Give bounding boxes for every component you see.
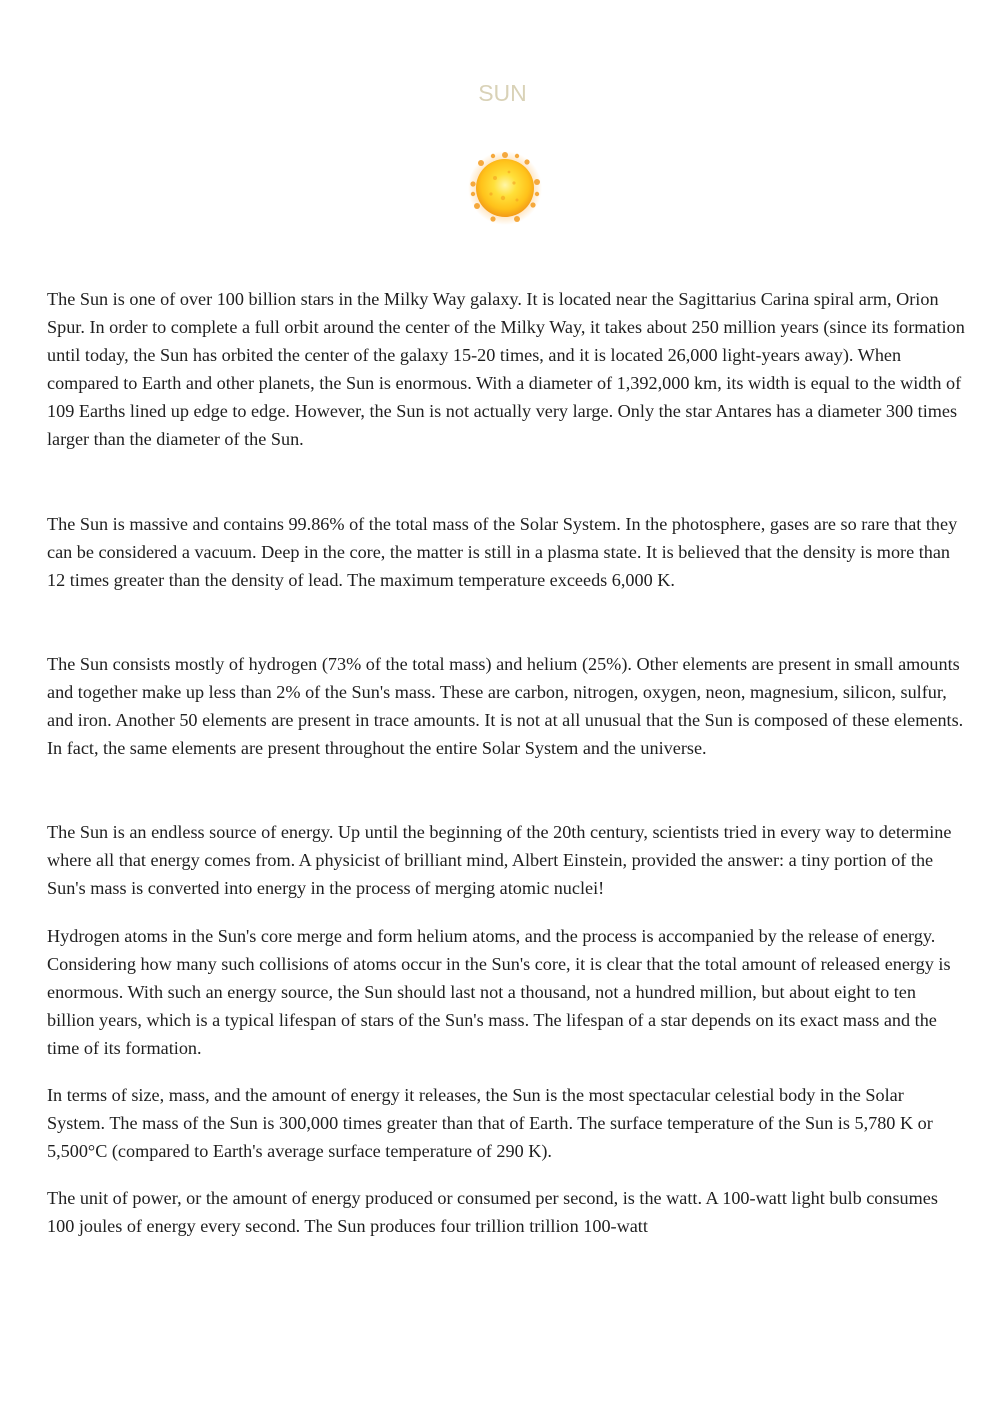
paragraph-4: The Sun is an endless source of energy. Up until the beginning of the 20th century, scientists tried in every way to determine where all that energy comes from. A physicist of brilliant mind, Albert Einstein, provided the answer: a tiny portion of the Sun's mass is converted into energy in the process of merging atomic nuclei! — [47, 822, 952, 899]
paragraph-7: The unit of power, or the amount of energy produced or consumed per second, is the watt. A 100-watt light bulb consumes 100 joules of energy every second. The Sun produces four trillion trillion 100-watt — [47, 1188, 938, 1237]
page-title: SUN — [478, 80, 527, 106]
sun-icon — [467, 150, 543, 226]
paragraph-5: Hydrogen atoms in the Sun's core merge and form helium atoms, and the process is accompanied by the release of energy. Considering how many such collisions of atoms occur in the Sun's core, it is clear that the total amount of released energy is enormous. With such an energy source, the Sun should last not a thousand, not a hundred million, but about eight to ten billion years, which is a typical lifespan of stars of the Sun's mass. The lifespan of a star depends on its exact mass and the time of its formation. — [47, 925, 951, 1058]
sun-illustration — [467, 150, 543, 226]
paragraph-3: The Sun consists mostly of hydrogen (73% of the total mass) and helium (25%). Other elements are present in small amounts and together make up less than 2% of the Sun's mass. These are carbon, nitrogen, oxygen, neon, magnesium, silicon, sulfur, and iron. Another 50 elements are present in trace amounts. It is not at all unusual that the Sun is composed of these elements. In fact, the same elements are present throughout the entire Solar System and the universe. — [47, 653, 964, 759]
article-body — [47, 285, 965, 1240]
paragraph-6: In terms of size, mass, and the amount of energy it releases, the Sun is the most spectacular celestial body in the Solar System. The mass of the Sun is 300,000 times greater than that of Earth. The surface temperature of the Sun is 5,780 K or 5,500°C (compared to Earth's average surface temperature of 290 K). — [47, 1084, 933, 1162]
paragraph-1: The Sun is one of over 100 billion stars in the Milky Way galaxy. It is located near the Sagittarius Carina spiral arm, Orion Spur. In order to complete a full orbit around the center of the Milky Way, it takes about 250 million years (since its formation until today, the Sun has orbited the center of the galaxy 15-20 times, and it is located 26,000 light-years away). When compared to Earth and other planets, the Sun is enormous. With a diameter of 1,392,000 km, its width is equal to the width of 109 Earths lined up edge to edge. However, the Sun is not actually very large. Only the star Antares has a diameter 300 times larger than the diameter of the Sun. — [47, 289, 965, 450]
paragraph-2: The Sun is massive and contains 99.86% of the total mass of the Solar System. In the photosphere, gases are so rare that they can be considered a vacuum. Deep in the core, the matter is still in a plasma state. It is believed that the density is more than 12 times greater than the density of lead. The maximum temperature exceeds 6,000 K. — [47, 513, 958, 590]
